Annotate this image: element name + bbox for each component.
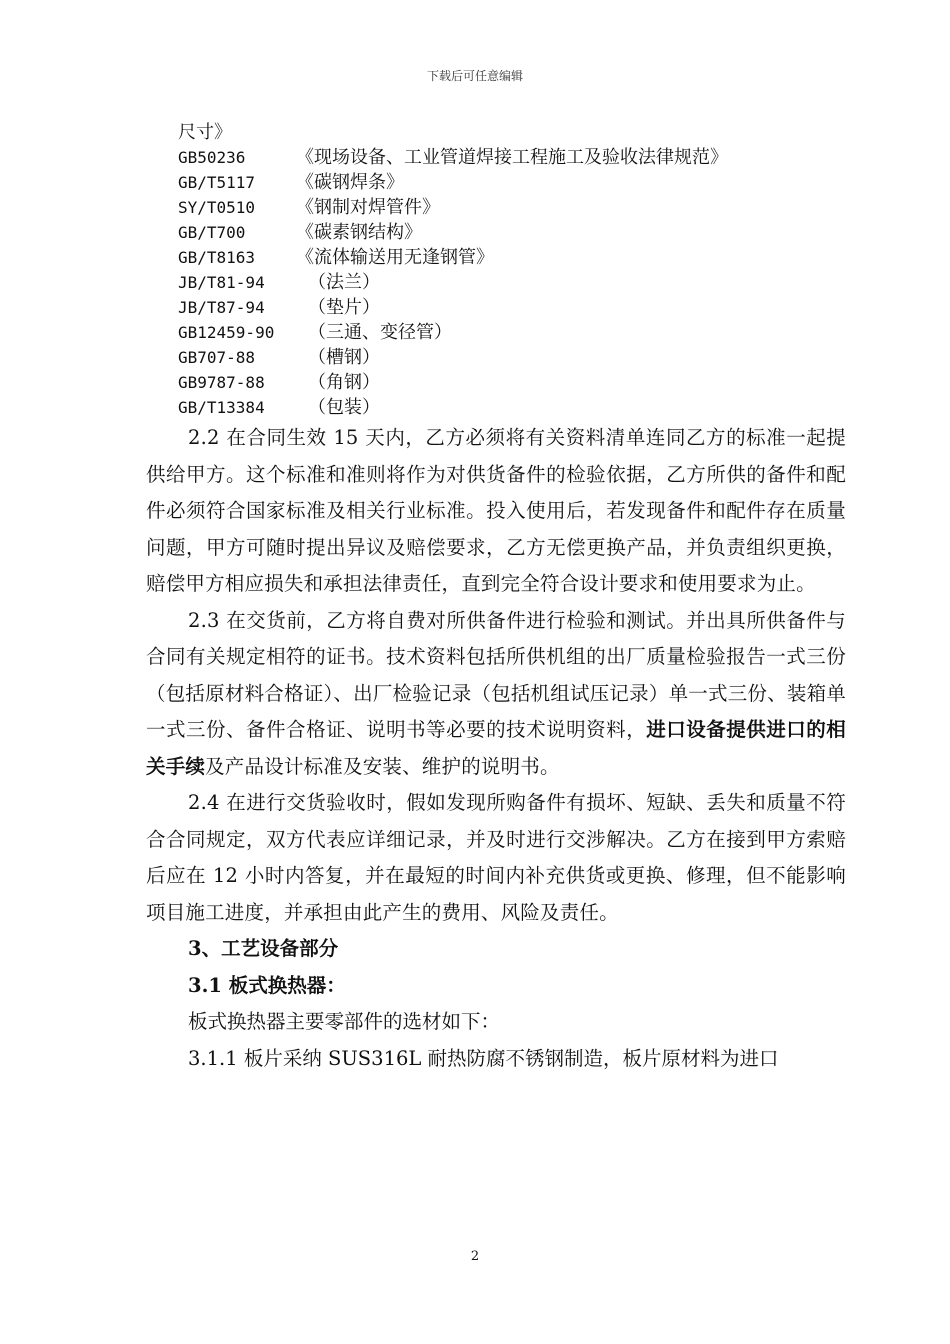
standard-item — [178, 395, 846, 420]
document-body — [146, 120, 846, 1077]
paragraph-2-3-text-end: 及产品设计标准及安装、维护的说明书。 — [205, 754, 560, 778]
standard-code: GB9787-88 — [178, 373, 265, 392]
page-header: 下载后可任意编辑 — [426, 69, 523, 83]
standard-code: GB/T5117 — [178, 173, 256, 192]
standard-item — [178, 320, 846, 345]
standard-name: （槽钢） — [308, 347, 380, 368]
standard-code: GB707-88 — [178, 348, 256, 367]
standard-name: （法兰） — [308, 272, 380, 293]
standard-item — [178, 370, 846, 395]
standard-item — [178, 220, 846, 245]
standard-code: GB/T8163 — [178, 248, 256, 267]
standard-name: 《碳钢焊条》 — [296, 172, 404, 193]
standard-name: （包装） — [308, 397, 380, 418]
section-heading-3-1: 3.1 板式换热器： — [188, 973, 346, 997]
paragraph-2-4: 2.4 在进行交货验收时，假如发现所购备件有损坏、短缺、丢失和质量不符合合同规定，双方代表应详细记录，并及时进行交涉解决。乙方在接到甲方索赔后应在 12 小时内答复，并在最短的时间内补充供货或更换、修理，但不能影响项目施工进度，并承担由此产生的费用、风险及责任。 — [146, 791, 846, 924]
paragraph-2-3-emphasis: 进口设备提供进口的相关手续 — [146, 718, 846, 778]
section-intro: 板式换热器主要零部件的选材如下： — [188, 1010, 501, 1033]
standard-item — [178, 145, 846, 170]
standard-item — [178, 195, 846, 220]
standard-item — [178, 295, 846, 320]
continuation-text: 尺寸》 — [178, 122, 232, 143]
standard-item — [178, 170, 846, 195]
standard-name: （三通、变径管） — [308, 322, 452, 343]
paragraph-2-2: 2.2 在合同生效 15 天内，乙方必须将有关资料清单连同乙方的标准一起提供给甲方。这个标准和准则将作为对供货备件的检验依据，乙方所供的备件和配件必须符合国家标准及相关行业标准。投入使用后，若发现备件和配件存在质量问题，甲方可随时提出异议及赔偿要求，乙方无偿更换产品，并负责组织更换，赔偿甲方相应损失和承担法律责任，直到完全符合设计要求和使用要求为止。 — [146, 426, 846, 595]
standard-code: GB12459-90 — [178, 323, 275, 342]
standard-name: （角钢） — [308, 372, 380, 393]
paragraph-3-1-1: 3.1.1 板片采纳 SUS316L 耐热防腐不锈钢制造，板片原材料为进口 — [188, 1046, 779, 1070]
standard-item — [178, 345, 846, 370]
standard-code: GB/T700 — [178, 223, 246, 242]
paragraph-2-3 — [146, 603, 846, 786]
standard-item — [178, 270, 846, 295]
standards-list — [146, 145, 846, 420]
standard-name: 《流体输送用无逢钢管》 — [296, 247, 494, 268]
standard-name: 《碳素钢结构》 — [296, 222, 422, 243]
standard-name: 《现场设备、工业管道焊接工程施工及验收法律规范》 — [296, 147, 728, 168]
paragraph-2-3-text: 2.3 在交货前，乙方将自费对所供备件进行检验和测试。并出具所供备件与合同有关规定相符的证书。技术资料包括所供机组的出厂质量检验报告一式三份（包括原材料合格证）、出厂检验记录（包括机组试压记录）单一式三份、装箱单一式三份、备件合格证、说明书等必要的技术说明资料， — [146, 608, 846, 741]
standard-name: 《钢制对焊管件》 — [296, 197, 440, 218]
standard-item — [178, 245, 846, 270]
standard-code: JB/T87-94 — [178, 298, 265, 317]
standard-code: SY/T0510 — [178, 198, 256, 217]
page-number: 2 — [470, 1249, 480, 1264]
standard-code: GB50236 — [178, 148, 246, 167]
standard-name: （垫片） — [308, 297, 380, 318]
standard-code: JB/T81-94 — [178, 273, 265, 292]
standard-code: GB/T13384 — [178, 398, 265, 417]
section-heading-3: 3、工艺设备部分 — [188, 937, 339, 960]
